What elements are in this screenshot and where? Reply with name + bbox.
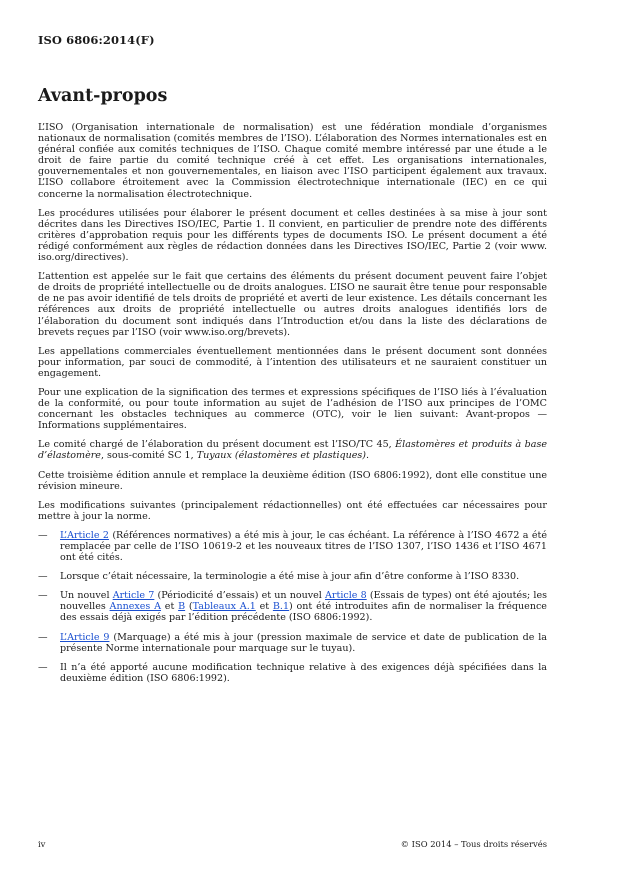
link-annex-b[interactable]: B [178,601,186,613]
list-text: (Essais de types) ont été ajoutés; les nouvelles [60,590,548,613]
list-item [38,590,547,623]
list-text: Lorsque c’était nécessaire, la terminologie a été mise à jour afin d’être conforme à l’ISO 8330. [60,571,520,583]
changes-list [38,530,547,684]
list-text: (Références normatives) a été mis à jour, le cas échéant. La référence à l’ISO 4672 a été remplacée par celle de l’ISO 10619-2 et les nouveaux titres de l’ISO 1307, l’ISO 1436 et l’ISO 4671 ont été cités. [60,529,547,564]
link-article-7[interactable]: Article 7 [112,590,155,602]
list-item [38,571,547,582]
foreword-body [38,122,547,692]
list-dash: — [38,571,48,583]
paragraph-iso-intro: L’ISO (Organisation internationale de normalisation) est une fédération mondiale d’organismes nationaux de normalisation (comités membres de l’ISO). L’élaboration des Normes internationales est en général confiée aux comités techniques de l’ISO. Chaque comité membre intéressé par une étude a le droit de faire partie du comité technique créé à cet effet. Les organisations internationales, gouvernementales et non gouvernementales, en liaison avec l’ISO participent également aux travaux. L’ISO collabore étroitement avec la Commission électrotechnique internationale (IEC) en ce qui concerne la normalisation électrotechnique. [38,122,547,200]
list-item [38,530,547,563]
paragraph-patent-rights: L’attention est appelée sur le fait que certains des éléments du présent document peuvent faire l’objet de droits de propriété intellectuelle ou de droits analogues. L’ISO ne saurait être tenue pour responsable de ne pas avoir identifié de tels droits de propriété et averti de leur existence. Les détails concernant les références aux droits de propriété intellectuelle ou autres droits analogues identifiés lors de l’élaboration du document sont indiqués dans l’Introduction et/ou dans la liste des déclarations de brevets reçues par l’ISO (voir www.iso.org/brevets). [38,271,547,338]
list-text: (Marquage) a été mis à jour (pression maximale de service et date de publication de la présente Norme internationale pour marquage sur le tuyau). [60,631,547,654]
list-dash: — [38,661,48,673]
list-dash: — [38,529,48,541]
list-text: Il n’a été apporté aucune modification technique relative à des exigences déjà spécifiées dans la deuxième édition (ISO 6806:1992). [60,661,547,684]
list-text: Un nouvel [60,590,113,602]
committee-middle: , sous-comité SC 1, [100,450,197,462]
page-footer [38,839,547,849]
committee-prefix: Le comité chargé de l’élaboration du présent document est l’ISO/TC 45, [38,439,396,451]
list-dash: — [38,631,48,643]
list-text: ( [185,601,193,613]
paragraph-changes-intro: Les modifications suivantes (principalement rédactionnelles) ont été effectuées car nécessaires pour mettre à jour la norme. [38,499,547,522]
list-item [38,662,547,684]
link-article-9[interactable]: L’Article 9 [60,631,110,643]
list-text: (Périodicité d’essais) et un nouvel [154,590,326,602]
link-article-8[interactable]: Article 8 [325,590,367,602]
document-id-header: ISO 6806:2014(F) [38,33,155,47]
paragraph-conformity: Pour une explication de la signification des termes et expressions spécifiques de l’ISO liés à l’évaluation de la conformité, ou pour toute information au sujet de l’adhésion de l’ISO aux principes de l’OMC concernant les obstacles techniques au commerce (OTC), voir le lien suivant: Avant-propos — Informations supplémentaires. [38,386,547,432]
link-annexes-a[interactable]: Annexes A [109,601,162,613]
link-article-2[interactable]: L’Article 2 [60,529,109,541]
list-text: et [255,601,273,613]
list-item [38,632,547,654]
paragraph-trade-names: Les appellations commerciales éventuellement mentionnées dans le présent document sont données pour information, par souci de commodité, à l’intention des utilisateurs et ne sauraient constituer un engagement. [38,345,547,379]
paragraph-edition: Cette troisième édition annule et remplace la deuxième édition (ISO 6806:1992), dont elle constitue une révision mineure. [38,469,547,492]
page-title: Avant-propos [38,86,168,106]
list-text: ) ont été introduites afin de normaliser la fréquence des essais déjà exigés par l’édition précédente (ISO 6806:1992). [60,601,547,624]
page-number: iv [38,839,46,849]
paragraph-procedures: Les procédures utilisées pour élaborer le présent document et celles destinées à sa mise à jour sont décrites dans les Directives ISO/IEC, Partie 1. Il convient, en particulier de prendre note des différents critères d’approbation requis pour les différents types de documents ISO. Le présent document a été rédigé conformément aux règles de rédaction données dans les Directives ISO/IEC, Partie 2 (voir www. iso.org/directives). [38,207,547,264]
copyright-notice: © ISO 2014 – Tous droits réservés [400,839,547,849]
paragraph-committee [38,439,547,461]
list-text: et [161,601,179,613]
committee-sc-title: Tuyaux (élastomères et plastiques) [196,450,367,462]
link-table-a1[interactable]: Tableaux A.1 [192,601,256,613]
committee-tc-title: Élastomères et produits à base d’élastomère [38,439,548,462]
committee-suffix: . [366,450,370,462]
link-table-b1[interactable]: B.1 [272,601,290,613]
list-dash: — [38,590,48,602]
